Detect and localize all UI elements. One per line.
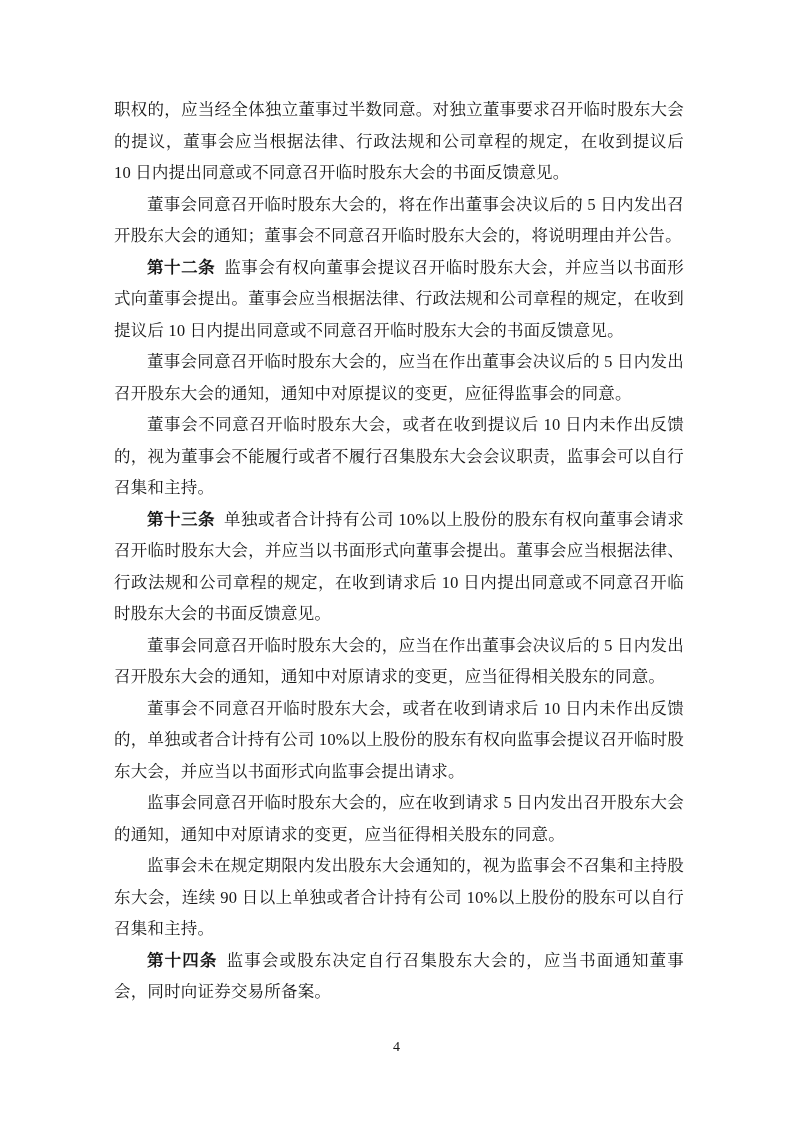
article-12-label: 第十二条 [147, 257, 216, 277]
article-14-label: 第十四条 [147, 950, 218, 970]
page-number: 4 [393, 1040, 400, 1055]
paragraph: 董事会同意召开临时股东大会的，应当在作出董事会决议后的 5 日内发出召开股东大会的通知，通知中对原请求的变更，应当征得相关股东的同意。 [114, 635, 684, 686]
paragraph: 董事会不同意召开临时股东大会，或者在收到请求后 10 日内未作出反馈的，单独或者合计持有公司 10%以上股份的股东有权向监事会提议召开临时股东大会，并应当以书面形式向监事会提出请求。 [114, 698, 684, 781]
article-13-text: 单独或者合计持有公司 10%以上股份的股东有权向董事会请求召开临时股东大会，并应当以书面形式向董事会提出。董事会应当根据法律、行政法规和公司章程的规定，在收到请求后 10 日内提出同意或不同意召开临时股东大会的书面反馈意见。 [114, 509, 684, 623]
article-14-text: 监事会或股东决定自行召集股东大会的，应当书面通知董事会，同时向证券交易所备案。 [114, 950, 684, 1001]
paragraph: 监事会未在规定期限内发出股东大会通知的，视为监事会不召集和主持股东大会，连续 90 日以上单独或者合计持有公司 10%以上股份的股东可以自行召集和主持。 [114, 856, 684, 938]
paragraph-article-13 [114, 504, 684, 630]
paragraph: 董事会同意召开临时股东大会的，将在作出董事会决议后的 5 日内发出召开股东大会的通知；董事会不同意召开临时股东大会的，将说明理由并公告。 [114, 194, 684, 245]
paragraph: 董事会不同意召开临时股东大会，或者在收到提议后 10 日内未作出反馈的，视为董事会不能履行或者不履行召集股东大会会议职责，监事会可以自行召集和主持。 [114, 415, 684, 497]
paragraph-article-14 [114, 945, 684, 1008]
article-12-text: 监事会有权向董事会提议召开临时股东大会，并应当以书面形式向董事会提出。董事会应当根据法律、行政法规和公司章程的规定，在收到提议后 10 日内提出同意或不同意召开临时股东大会的书面反馈意见。 [114, 257, 684, 340]
paragraph-continuation: 职权的，应当经全体独立董事过半数同意。对独立董事要求召开临时股东大会的提议，董事会应当根据法律、行政法规和公司章程的规定，在收到提议后 10 日内提出同意或不同意召开临时股东大会的书面反馈意见。 [114, 100, 684, 182]
paragraph: 监事会同意召开临时股东大会的，应在收到请求 5 日内发出召开股东大会的通知，通知中对原请求的变更，应当征得相关股东的同意。 [114, 793, 684, 844]
paragraph-article-12 [114, 252, 684, 347]
paragraph: 董事会同意召开临时股东大会的，应当在作出董事会决议后的 5 日内发出召开股东大会的通知，通知中对原提议的变更，应征得监事会的同意。 [114, 352, 684, 403]
document-body [114, 94, 684, 1008]
page-footer [0, 1038, 793, 1056]
article-13-label: 第十三条 [147, 509, 215, 529]
